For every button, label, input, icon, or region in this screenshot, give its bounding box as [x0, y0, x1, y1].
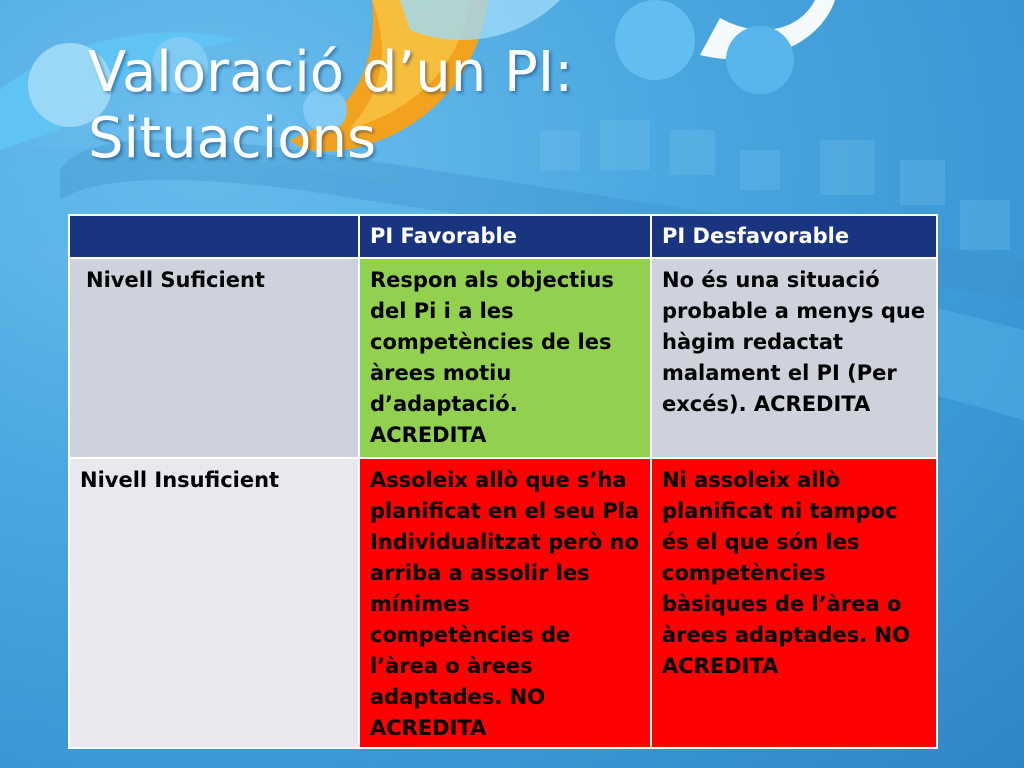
cell-insufficient-favorable: Assoleix allò que s’ha planificat en el seu Pla Individualitzat però no arriba a assolir les mínimes competències de l’àrea o àrees adaptades. NO ACREDITA: [359, 458, 651, 748]
table-header-unfavorable: PI Desfavorable: [651, 215, 937, 258]
table-header-favorable: PI Favorable: [359, 215, 651, 258]
slide-title: [88, 40, 573, 172]
table-row-sufficient: [69, 258, 937, 458]
cell-sufficient-unfavorable: No és una situació probable a menys que hàgim redactat malament el PI (Per excés). ACREDITA: [651, 258, 937, 458]
row-label-insufficient: Nivell Insuficient: [69, 458, 359, 748]
evaluation-table: [68, 214, 938, 749]
row-label-text: Nivell Suficient: [86, 268, 265, 292]
table-row-insufficient: [69, 458, 937, 748]
table-header-row: [69, 215, 937, 258]
table-header-empty: [69, 215, 359, 258]
row-label-sufficient: [69, 258, 359, 458]
cell-insufficient-unfavorable: Ni assoleix allò planificat ni tampoc és el que són les competències bàsiques de l’àrea o àrees adaptades. NO ACREDITA: [651, 458, 937, 748]
slide-title-line-1: Valoració d’un PI:: [88, 40, 574, 105]
slide-title-line-2: Situacions: [88, 106, 377, 171]
cell-sufficient-favorable: Respon als objectius del Pi i a les competències de les àrees motiu d’adaptació. ACREDITA: [359, 258, 651, 458]
